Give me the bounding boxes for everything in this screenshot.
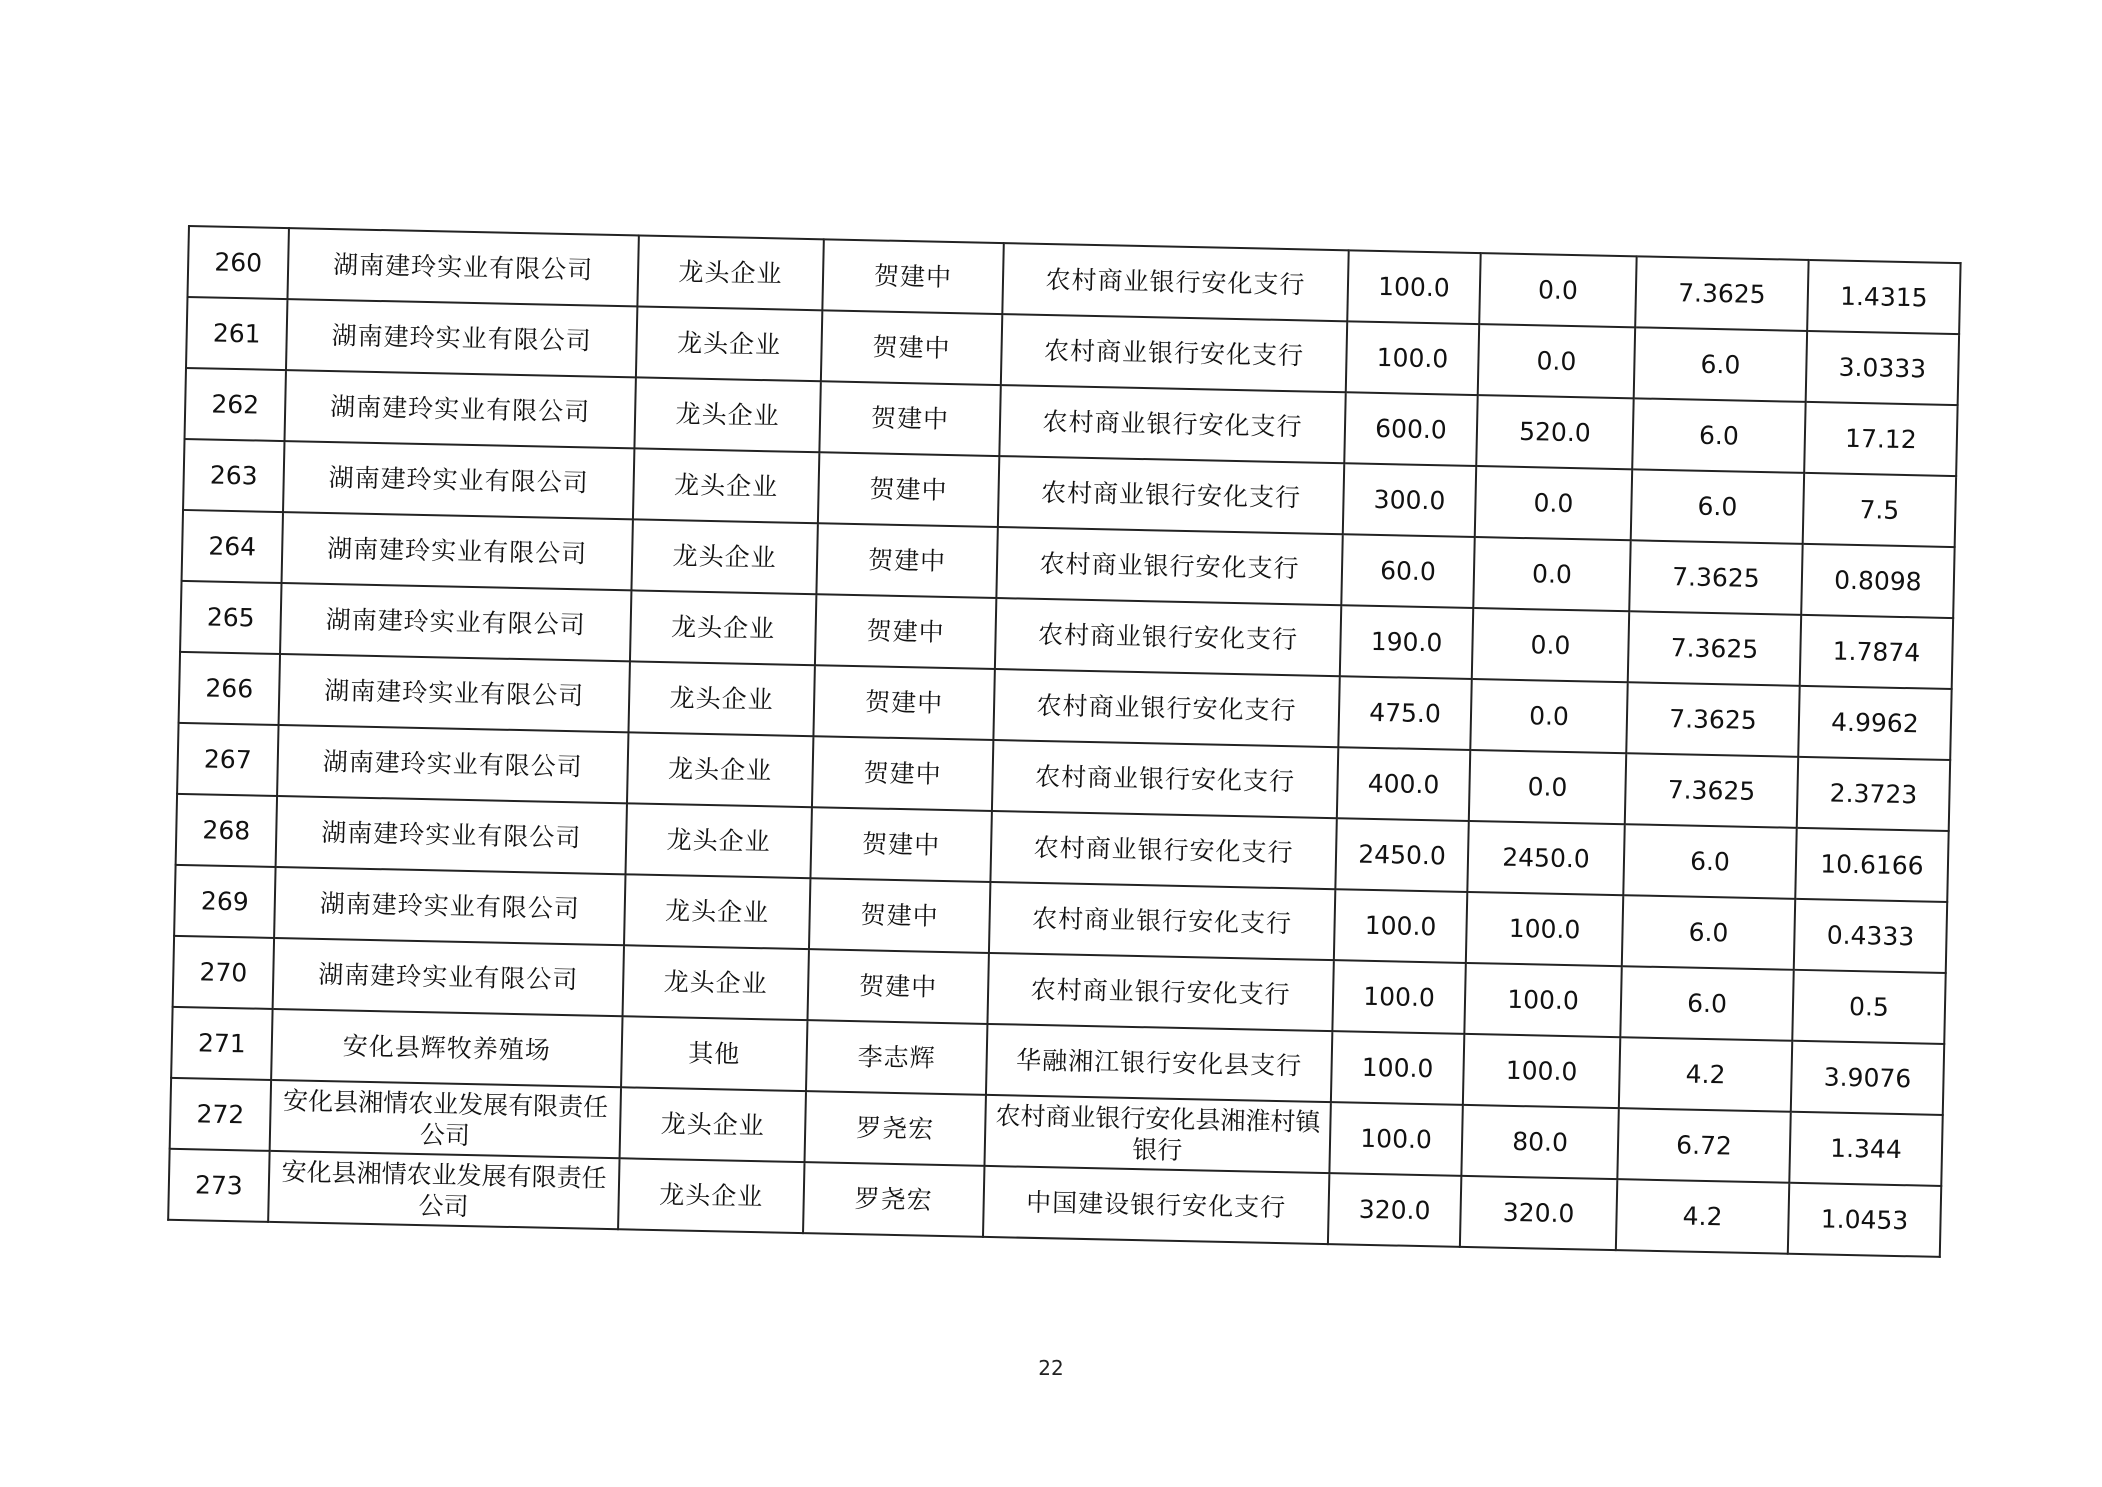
bank-name: 中国建设银行安化支行 <box>983 1166 1329 1244</box>
enterprise-type: 龙头企业 <box>631 519 817 594</box>
value-2: 0.0 <box>1479 253 1636 327</box>
value-2: 100.0 <box>1466 892 1623 966</box>
loan-table-wrapper <box>167 225 1961 1258</box>
bank-name: 农村商业银行安化支行 <box>989 882 1335 960</box>
value-2: 320.0 <box>1460 1176 1617 1250</box>
legal-person: 贺建中 <box>815 594 996 669</box>
row-number: 261 <box>186 297 287 370</box>
value-3: 7.3625 <box>1635 256 1808 331</box>
value-1: 400.0 <box>1337 747 1470 821</box>
row-number: 270 <box>173 936 274 1009</box>
row-number: 266 <box>179 652 280 725</box>
enterprise-type: 龙头企业 <box>633 448 819 523</box>
row-number: 271 <box>171 1007 272 1080</box>
enterprise-type: 其他 <box>621 1016 807 1091</box>
legal-person: 贺建中 <box>812 736 993 811</box>
bank-name: 农村商业银行安化支行 <box>999 385 1345 463</box>
value-1: 60.0 <box>1341 534 1474 608</box>
value-3: 6.0 <box>1623 824 1796 899</box>
company-name: 安化县湘情农业发展有限责任公司 <box>270 1080 621 1158</box>
value-4: 0.5 <box>1792 970 1945 1044</box>
enterprise-type: 龙头企业 <box>624 874 810 949</box>
enterprise-type: 龙头企业 <box>625 803 811 878</box>
row-number: 264 <box>182 510 283 583</box>
company-name: 湖南建玲实业有限公司 <box>283 441 634 519</box>
enterprise-type: 龙头企业 <box>630 590 816 665</box>
row-number: 268 <box>176 794 277 867</box>
value-1: 100.0 <box>1332 960 1465 1034</box>
legal-person: 贺建中 <box>810 807 991 882</box>
value-4: 10.6166 <box>1795 828 1948 902</box>
value-1: 100.0 <box>1347 250 1480 324</box>
value-3: 6.0 <box>1631 469 1804 544</box>
value-3: 4.2 <box>1616 1179 1789 1254</box>
bank-name: 农村商业银行安化支行 <box>990 811 1336 889</box>
legal-person: 贺建中 <box>813 665 994 740</box>
value-2: 0.0 <box>1478 324 1635 398</box>
company-name: 湖南建玲实业有限公司 <box>277 725 628 803</box>
enterprise-type: 龙头企业 <box>620 1087 806 1162</box>
value-2: 0.0 <box>1475 466 1632 540</box>
enterprise-type: 龙头企业 <box>623 945 809 1020</box>
enterprise-type: 龙头企业 <box>618 1158 804 1233</box>
row-number: 260 <box>187 226 288 299</box>
value-4: 0.4333 <box>1794 899 1947 973</box>
company-name: 湖南建玲实业有限公司 <box>280 583 631 661</box>
enterprise-type: 龙头企业 <box>628 661 814 736</box>
value-2: 100.0 <box>1464 963 1621 1037</box>
company-name: 湖南建玲实业有限公司 <box>274 867 625 945</box>
value-1: 100.0 <box>1346 321 1479 395</box>
bank-name: 农村商业银行安化县湘淮村镇银行 <box>984 1095 1330 1173</box>
company-name: 安化县辉牧养殖场 <box>271 1009 622 1087</box>
value-3: 6.0 <box>1632 398 1805 473</box>
legal-person: 贺建中 <box>821 310 1002 385</box>
legal-person: 贺建中 <box>822 239 1003 314</box>
company-name: 湖南建玲实业有限公司 <box>276 796 627 874</box>
value-1: 300.0 <box>1343 463 1476 537</box>
value-2: 2450.0 <box>1467 821 1624 895</box>
value-4: 4.9962 <box>1798 686 1951 760</box>
row-number: 269 <box>174 865 275 938</box>
company-name: 湖南建玲实业有限公司 <box>284 370 635 448</box>
value-2: 520.0 <box>1476 395 1633 469</box>
value-1: 320.0 <box>1328 1173 1461 1247</box>
value-2: 0.0 <box>1473 537 1630 611</box>
company-name: 湖南建玲实业有限公司 <box>286 299 637 377</box>
bank-name: 农村商业银行安化支行 <box>995 598 1341 676</box>
value-4: 1.0453 <box>1788 1183 1941 1257</box>
row-number: 273 <box>168 1149 269 1222</box>
value-4: 17.12 <box>1804 402 1957 476</box>
value-1: 600.0 <box>1344 392 1477 466</box>
bank-name: 农村商业银行安化支行 <box>1001 314 1347 392</box>
value-2: 0.0 <box>1470 679 1627 753</box>
row-number: 262 <box>185 368 286 441</box>
value-3: 7.3625 <box>1625 753 1798 828</box>
row-number: 263 <box>183 439 284 512</box>
value-2: 0.0 <box>1472 608 1629 682</box>
value-1: 100.0 <box>1334 889 1467 963</box>
company-name: 湖南建玲实业有限公司 <box>273 938 624 1016</box>
row-number: 265 <box>180 581 281 654</box>
bank-name: 农村商业银行安化支行 <box>992 740 1338 818</box>
value-1: 100.0 <box>1331 1031 1464 1105</box>
value-3: 4.2 <box>1619 1037 1792 1112</box>
legal-person: 贺建中 <box>809 878 990 953</box>
loan-table <box>167 225 1961 1258</box>
company-name: 湖南建玲实业有限公司 <box>279 654 630 732</box>
value-2: 80.0 <box>1461 1105 1618 1179</box>
value-3: 6.0 <box>1634 327 1807 402</box>
bank-name: 农村商业银行安化支行 <box>993 669 1339 747</box>
value-4: 7.5 <box>1803 473 1956 547</box>
bank-name: 华融湘江银行安化县支行 <box>986 1024 1332 1102</box>
value-3: 7.3625 <box>1629 540 1802 615</box>
value-3: 7.3625 <box>1628 611 1801 686</box>
bank-name: 农村商业银行安化支行 <box>1002 243 1348 321</box>
bank-name: 农村商业银行安化支行 <box>996 527 1342 605</box>
value-4: 2.3723 <box>1797 757 1950 831</box>
company-name: 湖南建玲实业有限公司 <box>282 512 633 590</box>
legal-person: 罗尧宏 <box>805 1091 986 1166</box>
value-4: 3.9076 <box>1791 1041 1944 1115</box>
bank-name: 农村商业银行安化支行 <box>987 953 1333 1031</box>
value-4: 0.8098 <box>1801 544 1954 618</box>
value-1: 100.0 <box>1329 1102 1462 1176</box>
value-3: 6.0 <box>1622 895 1795 970</box>
legal-person: 李志辉 <box>806 1020 987 1095</box>
value-3: 6.0 <box>1620 966 1793 1041</box>
value-1: 475.0 <box>1338 676 1471 750</box>
value-3: 6.72 <box>1617 1108 1790 1183</box>
value-2: 0.0 <box>1469 750 1626 824</box>
value-4: 1.7874 <box>1800 615 1953 689</box>
value-3: 7.3625 <box>1626 682 1799 757</box>
value-4: 3.0333 <box>1806 331 1959 405</box>
company-name: 安化县湘情农业发展有限责任公司 <box>268 1151 619 1229</box>
value-1: 190.0 <box>1340 605 1473 679</box>
company-name: 湖南建玲实业有限公司 <box>287 228 638 306</box>
row-number: 267 <box>177 723 278 796</box>
value-4: 1.344 <box>1789 1112 1942 1186</box>
enterprise-type: 龙头企业 <box>636 306 822 381</box>
value-4: 1.4315 <box>1807 260 1960 334</box>
row-number: 272 <box>170 1078 271 1151</box>
legal-person: 贺建中 <box>818 452 999 527</box>
legal-person: 贺建中 <box>819 381 1000 456</box>
legal-person: 贺建中 <box>816 523 997 598</box>
enterprise-type: 龙头企业 <box>634 377 820 452</box>
bank-name: 农村商业银行安化支行 <box>998 456 1344 534</box>
value-1: 2450.0 <box>1335 818 1468 892</box>
value-2: 100.0 <box>1463 1034 1620 1108</box>
page-number: 22 <box>1038 1356 1064 1380</box>
legal-person: 贺建中 <box>807 949 988 1024</box>
enterprise-type: 龙头企业 <box>627 732 813 807</box>
legal-person: 罗尧宏 <box>803 1162 984 1237</box>
enterprise-type: 龙头企业 <box>637 235 823 310</box>
